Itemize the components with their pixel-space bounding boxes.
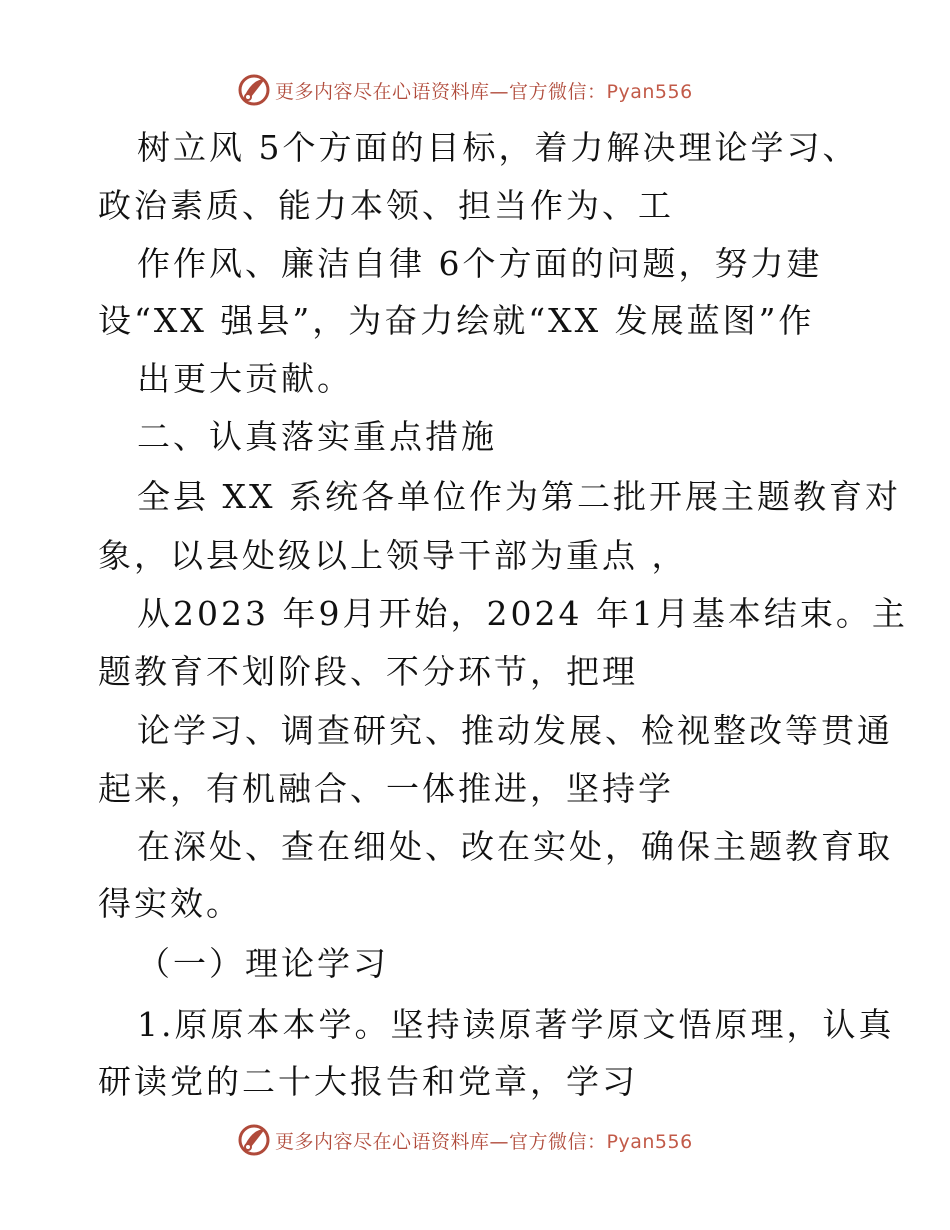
text-line: 设“XX 强县”，为奋力绘就“XX 发展蓝图”作: [98, 301, 815, 340]
subsection-heading: （一）理论学习: [137, 944, 389, 983]
text-line: 在深处、查在细处、改在实处，确保主题教育取: [137, 827, 893, 866]
quill-logo-icon: [237, 73, 271, 107]
watermark-text: 更多内容尽在心语资料库—官方微信：Pyan556: [275, 1130, 693, 1153]
section-heading: 二、认真落实重点措施: [137, 417, 497, 456]
text-line: 研读党的二十大报告和党章，学习: [98, 1062, 638, 1101]
watermark-bottom: [237, 1122, 693, 1158]
text-line: 从2023 年9月开始，2024 年1月基本结束。主: [137, 594, 908, 633]
text-line: 1.原原本本学。坚持读原著学原文悟原理，认真: [137, 1005, 895, 1044]
watermark-top: [237, 72, 693, 108]
text-line: 题教育不划阶段、不分环节，把理: [98, 652, 638, 691]
text-line: 出更大贡献。: [137, 359, 353, 398]
text-line: 象，以县处级以上领导干部为重点 ，: [98, 536, 688, 575]
text-line: 论学习、调查研究、推动发展、检视整改等贯通: [137, 711, 893, 750]
text-line: 树立风 5个方面的目标，着力解决理论学习、: [137, 128, 859, 167]
text-line: 作作风、廉洁自律 6个方面的问题，努力建: [137, 244, 823, 283]
text-line: 起来，有机融合、一体推进，坚持学: [98, 769, 674, 808]
watermark-text: 更多内容尽在心语资料库—官方微信：Pyan556: [275, 80, 693, 103]
text-line: 政治素质、能力本领、担当作为、工: [98, 186, 674, 225]
text-line: 得实效。: [98, 884, 242, 923]
text-line: 全县 XX 系统各单位作为第二批开展主题教育对: [137, 477, 901, 516]
quill-logo-icon: [237, 1123, 271, 1157]
